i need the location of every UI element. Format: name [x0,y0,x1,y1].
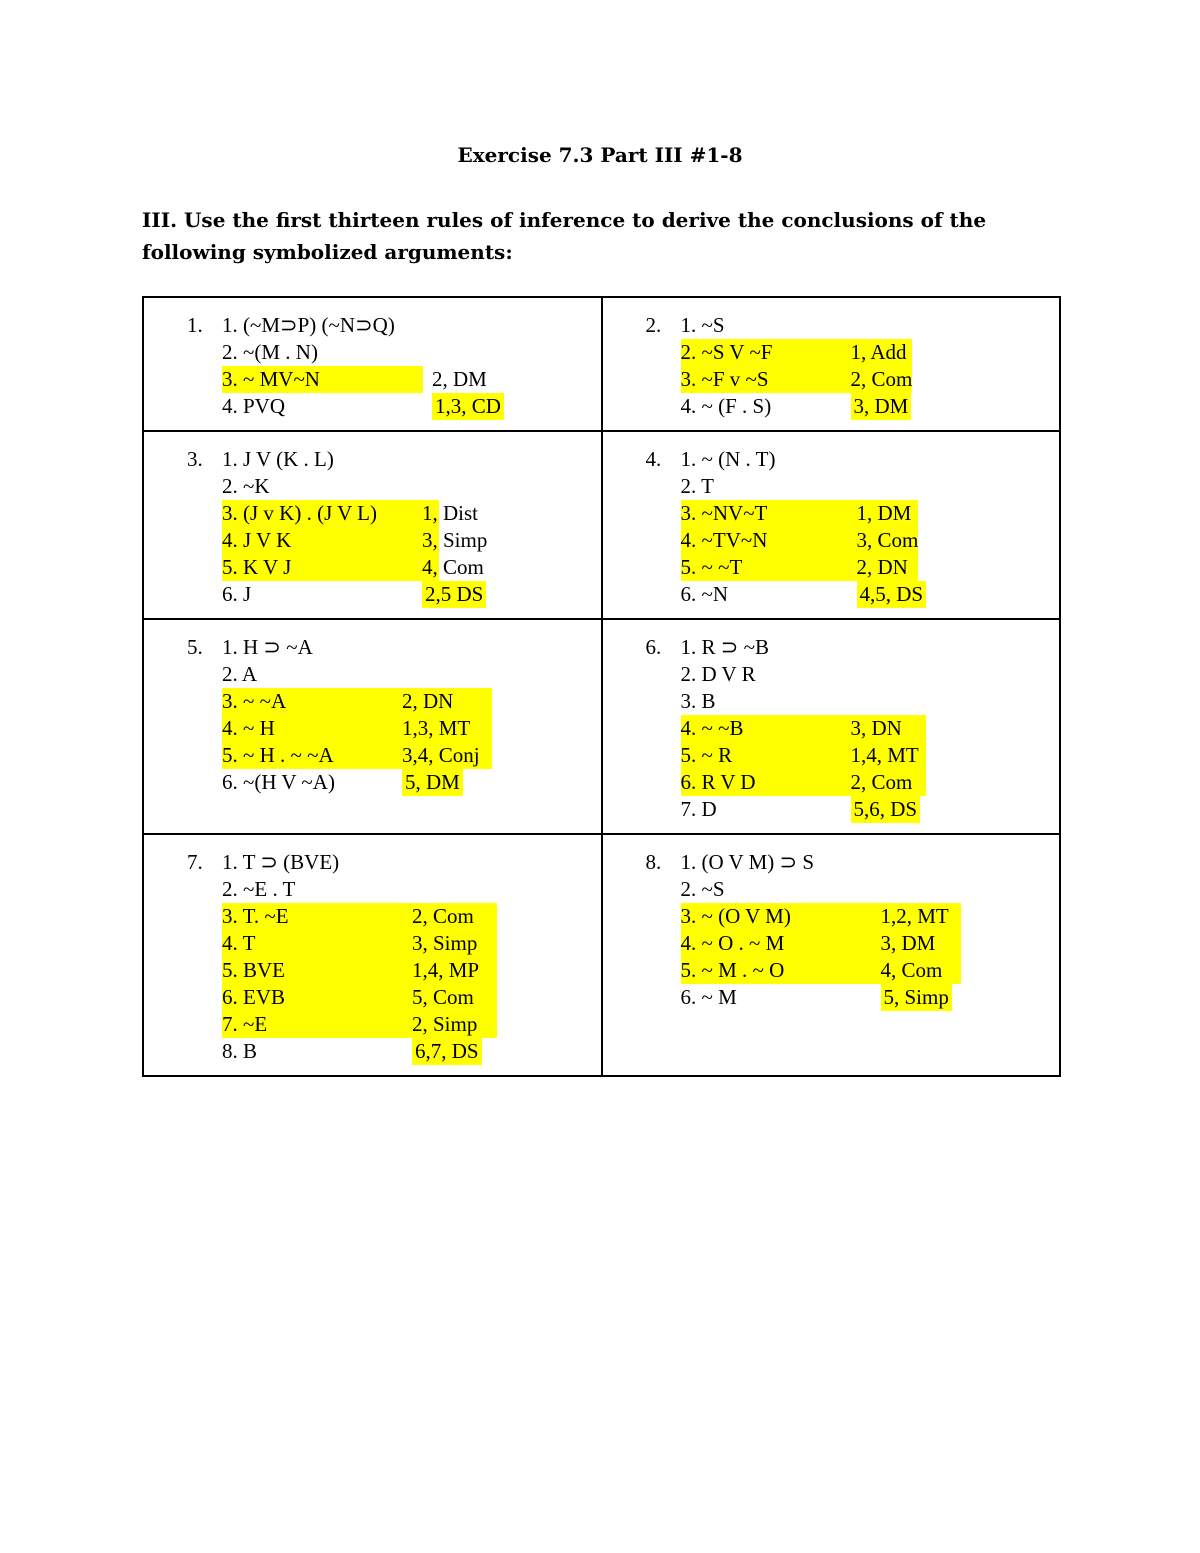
highlighted-proof-line [222,984,497,1011]
highlighted-proof-line [222,366,487,393]
proof-lines [222,634,601,796]
proof-statement: 3. ~F v ~S [680,367,769,391]
proof-statement: 5. BVE [222,958,285,982]
proof-statement: 3. T. ~E [222,904,289,928]
proof-line [222,1038,601,1065]
proof-justification: 1, DM [856,501,912,525]
proof-justification: 3,4, Conj [402,743,480,767]
proof-statement: 3. B [680,689,716,713]
proof-lines [222,446,601,608]
proof-statement: 7. D [680,797,717,821]
proof-lines [681,446,1060,608]
highlighted-proof-line [222,527,488,554]
proof-statement: 5. ~ R [680,743,733,767]
proof-justification: 4, Com [422,555,484,579]
proof-lines [222,312,601,420]
problem-number: 4. [645,447,662,471]
highlighted-proof-line [222,500,479,527]
highlighted-proof-line [681,554,918,581]
proof-statement: 4. J V K [222,528,292,552]
proof-line [681,661,1060,688]
proof-justification: 1, Add [850,340,907,364]
proof-lines [681,312,1060,420]
proof-line [681,634,1060,661]
proof-justification: 3, DM [851,393,912,420]
proof-statement: 1. J V (K . L) [222,447,334,471]
proof-line [222,446,601,473]
proof-line [222,393,601,420]
problem-content [144,432,601,618]
proof-statement: 4. ~ O . ~ M [680,931,785,955]
proof-line [222,473,601,500]
proof-justification: 2, DN [402,689,454,713]
problem-cell [602,619,1061,834]
proof-line [681,312,1060,339]
problem-cell [602,297,1061,431]
problem-content [144,298,601,430]
proof-justification: 3, Simp [422,528,488,552]
proof-statement: 4. ~TV~N [680,528,768,552]
proof-statement: 1. (~M⊃P) (~N⊃Q) [222,313,395,337]
proof-line [222,634,601,661]
proof-statement: 4. PVQ [222,394,286,418]
highlighted-proof-line [681,715,926,742]
problem-number: 7. [187,850,203,874]
proof-statement: 2. ~(M . N) [222,340,318,364]
proof-justification: 5, DM [402,769,463,796]
problem-number: 6. [645,635,662,659]
proof-justification: 6,7, DS [412,1038,482,1065]
proof-justification: 2, Com [412,904,474,928]
proof-justification: 3, Simp [412,931,478,955]
proof-statement: 2. ~S [680,877,725,901]
problem-cell [602,431,1061,619]
proof-line [681,876,1060,903]
highlighted-proof-line [222,930,497,957]
problem-number: 8. [645,850,662,874]
problem-content [603,298,1060,430]
proof-statement: 1. R ⊃ ~B [680,635,769,659]
proof-statement: 1. ~S [680,313,725,337]
proof-justification: 1,3, MT [402,716,471,740]
proof-line [681,688,1060,715]
proof-justification: 1, Dist [422,501,479,525]
proof-statement: 6. ~N [680,582,729,606]
highlighted-proof-line [681,769,926,796]
highlighted-proof-line [681,930,961,957]
proof-statement: 3. ~ MV~N [222,367,320,391]
proof-statement: 1. ~ (N . T) [680,447,776,471]
proof-justification: 1,4, MT [850,743,919,767]
proof-justification: 2, DM [432,367,487,391]
proof-justification: 2, Simp [412,1012,478,1036]
problem-content [144,620,601,806]
proof-line [681,473,1060,500]
highlighted-proof-line [681,527,918,554]
proof-justification: 5,6, DS [851,796,921,823]
proof-justification: 3, Com [856,528,919,552]
proof-line [222,769,601,796]
proof-justification: 2, Com [850,367,913,391]
proof-line [222,339,601,366]
proof-justification: 1,4, MP [412,958,480,982]
proof-line [222,661,601,688]
proof-justification: 2, DN [856,555,908,579]
proof-statement: 6. ~ M [680,985,737,1009]
highlighted-proof-line [681,742,926,769]
highlighted-proof-line [681,500,918,527]
proof-statement: 6. ~(H V ~A) [222,770,335,794]
proof-statement: 4. ~ (F . S) [680,394,772,418]
table-row [143,834,1060,1076]
proof-justification: 3, DN [850,716,902,740]
problem-content [603,432,1060,618]
proof-line [681,984,1060,1011]
proof-line [222,876,601,903]
proof-statement: 1. (O V M) ⊃ S [680,850,815,874]
highlighted-proof-line [222,688,492,715]
proof-justification: 1,2, MT [880,904,949,928]
instructions: III. Use the first thirteen rules of inference to derive the conclusions of the following symbolized arguments: [142,208,987,264]
proof-statement: 3. ~ (O V M) [680,904,791,928]
proof-justification: 4, Com [880,958,943,982]
proof-statement: 2. ~K [222,474,270,498]
proof-justification: 5, Simp [881,984,952,1011]
problem-cell [143,297,602,431]
proof-justification: 5, Com [412,985,474,1009]
proof-lines [222,849,601,1065]
highlighted-proof-line [681,957,961,984]
proof-line [681,446,1060,473]
proof-line [681,849,1060,876]
proof-statement: 1. H ⊃ ~A [222,635,313,659]
proof-statement: 5. ~ M . ~ O [680,958,785,982]
problem-content [603,835,1060,1021]
proof-statement: 7. ~E [222,1012,268,1036]
problem-cell [143,834,602,1076]
highlighted-proof-line [681,339,912,366]
proof-statement: 1. T ⊃ (BVE) [222,850,340,874]
highlighted-proof-line [222,715,492,742]
proof-statement: 4. ~ H [222,716,275,740]
proof-statement: 4. T [222,931,256,955]
highlighted-proof-line [222,742,492,769]
problem-cell [143,431,602,619]
proof-line [222,312,601,339]
proof-line [222,849,601,876]
proof-statement: 5. K V J [222,555,292,579]
highlighted-proof-line [681,366,912,393]
highlighted-proof-line [681,903,961,930]
proof-statement: 6. EVB [222,985,285,1009]
proof-statement: 2. T [680,474,714,498]
table-row [143,297,1060,431]
proof-statement: 3. ~ ~A [222,689,287,713]
proof-statement: 6. J [222,582,252,606]
page-title: Exercise 7.3 Part III #1-8 [457,143,743,167]
problem-content [144,835,601,1075]
highlighted-proof-line [222,903,497,930]
proof-line [681,796,1060,823]
highlighted-proof-line [222,957,497,984]
proof-justification: 4,5, DS [857,581,927,608]
problem-cell [143,619,602,834]
proof-statement: 3. (J v K) . (J V L) [222,501,377,525]
proof-statement: 2. A [222,662,258,686]
proof-line [681,393,1060,420]
proof-line [222,581,601,608]
proof-statement: 4. ~ ~B [680,716,744,740]
table-row [143,431,1060,619]
problem-number: 3. [187,447,203,471]
highlighted-proof-line [222,554,484,581]
proof-justification: 2, Com [850,770,913,794]
problem-number: 2. [645,313,662,337]
proof-statement: 3. ~NV~T [680,501,768,525]
proof-statement: 2. ~E . T [222,877,296,901]
proof-justification: 1,3, CD [432,393,504,420]
proof-justification: 3, DM [880,931,936,955]
proof-statement: 2. D V R [680,662,756,686]
proof-lines [681,849,1060,1011]
proof-statement: 2. ~S V ~F [680,340,773,364]
proof-lines [681,634,1060,823]
proof-line [681,581,1060,608]
proof-statement: 5. ~ H . ~ ~A [222,743,334,767]
highlighted-proof-line [222,1011,497,1038]
proof-statement: 8. B [222,1039,258,1063]
proof-statement: 5. ~ ~T [680,555,743,579]
proof-justification: 2,5 DS [422,581,486,608]
problem-number: 5. [187,635,203,659]
proof-table [142,296,1061,1077]
table-row [143,619,1060,834]
problem-cell [602,834,1061,1076]
problem-content [603,620,1060,833]
problem-number: 1. [187,313,203,337]
proof-statement: 6. R V D [680,770,756,794]
